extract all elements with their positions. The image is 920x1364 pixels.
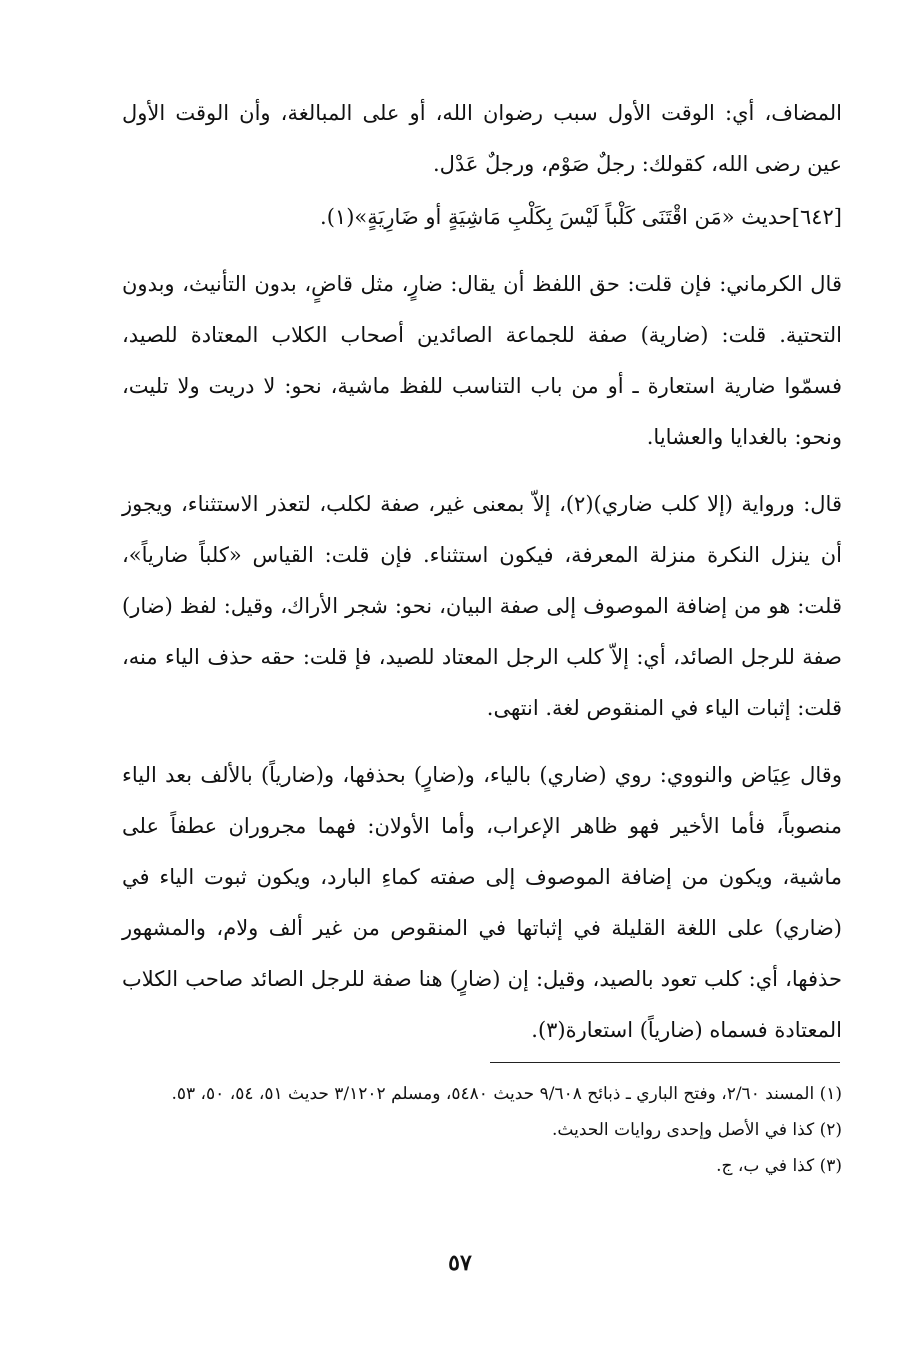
hadith-642: [٦٤٢]حديث «مَن اقْتَنَى كَلْباً لَيْسَ بِكَلْبِ مَاشِيَةٍ أو ضَارِيَةٍ»(١). (320, 205, 842, 229)
main-text (122, 88, 842, 1056)
footnotes (122, 1076, 842, 1184)
paragraph-kirmani: قال الكرماني: فإن قلت: حق اللفظ أن يقال: ضارٍ، مثل قاضٍ، بدون التأنيث، وبدون التحتية. قلت: (ضارية) صفة للجماعة الصائدين أصحاب الكلاب المعتادة للصيد، فسمّوا ضارية استعارة ـ أو من باب التناسب للفظ ماشية، نحو: لا دريت ولا تليت، ونحو: بالغدايا والعشايا. (122, 272, 842, 449)
paragraph-riwaya: قال: ورواية (إلا كلب ضاري)(٢)، إلاّ بمعنى غير، صفة لكلب، لتعذر الاستثناء، ويجوز أن ينزل النكرة منزلة المعرفة، فيكون استثناء. فإن قلت: القياس «كلباً ضارياً»، قلت: هو من إضافة الموصوف إلى صفة البيان، نحو: شجر الأراك، وقيل: لفظ (ضار) صفة للرجل الصائد، أي: إلاّ كلب الرجل المعتاد للصيد، فإ قلت: حقه حذف الياء منه، قلت: إثبات الياء في المنقوص لغة. انتهى. (122, 492, 842, 720)
paragraph-commentary-intro: المضاف، أي: الوقت الأول سبب رضوان الله، أو على المبالغة، وأن الوقت الأول عين رضى الله، كقولك: رجلٌ صَوْم، ورجلٌ عَدْل. (122, 101, 842, 176)
footnote-1: (١) المسند ٢/٦٠، وفتح الباري ـ ذبائح ٩/٦٠٨ حديث ٥٤٨٠، ومسلم ٣/١٢٠٢ حديث ٥١، ٥٤، ٥٠، ٥٣. (171, 1084, 842, 1104)
footnote-3: (٣) كذا في ب، ج. (716, 1156, 842, 1176)
footnote-separator (490, 1062, 840, 1063)
page-number: ٥٧ (448, 1250, 472, 1276)
footnote-2: (٢) كذا في الأصل وإحدى روايات الحديث. (552, 1120, 842, 1140)
paragraph-iyad-nawawi: وقال عِيَاض والنووي: روي (ضاري) بالياء، و(ضارٍ) بحذفها، و(ضارياً) بالألف بعد الياء منصوباً، فأما الأخير فهو ظاهر الإعراب، وأما الأولان: فهما مجروران عطفاً على ماشية، ويكون من إضافة الموصوف إلى صفته كماءِ البارد، ويكون ثبوت الياء في (ضاري) على اللغة القليلة في إثباتها في المنقوص من غير ألف ولام، والمشهور حذفها، أي: كلب تعود بالصيد، وقيل: إن (ضارٍ) هنا صفة للرجل الصائد صاحب الكلاب المعتادة فسماه (ضارياً) استعارة(٣). (122, 763, 842, 1042)
